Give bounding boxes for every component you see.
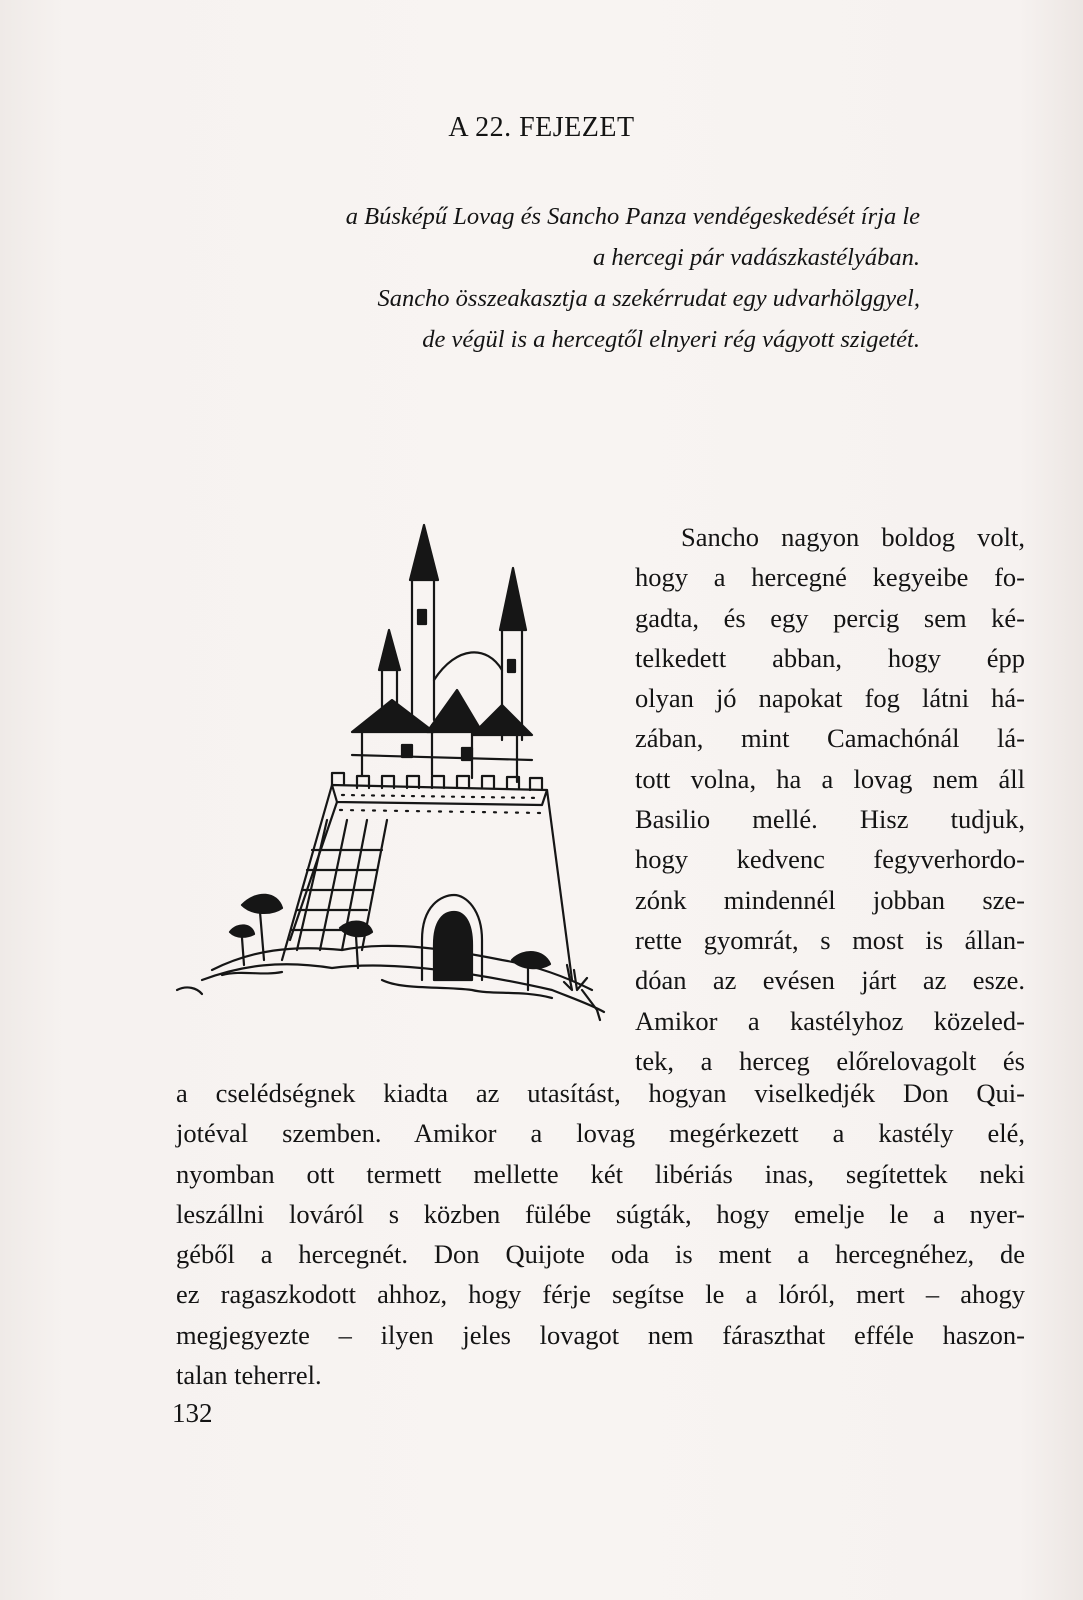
text-line: leszállni lováról s közben fülébe súgták, hogy emelje le a nyer- <box>176 1198 1025 1229</box>
text-line: nyomban ott termett mellette két libériás inas, segítettek neki <box>176 1158 1025 1189</box>
text-line: talan teherrel. <box>176 1360 322 1391</box>
text-line: telkedett abban, hogy épp <box>635 642 1025 673</box>
text-line: gadta, és egy percig sem ké- <box>635 602 1025 633</box>
text-line: olyan jó napokat fog látni há- <box>635 683 1025 714</box>
text-line: dóan az evésen járt az esze. <box>635 965 1025 996</box>
text-line: zónk mindennél jobban sze- <box>635 884 1025 915</box>
summary-line: a Búsképű Lovag és Sancho Panza vendégeskedését írja le <box>345 203 920 230</box>
text-line: hogy a hercegné kegyeibe fo- <box>635 562 1025 593</box>
text-line: tott volna, ha a lovag nem áll <box>635 763 1025 794</box>
text-line: rette gyomrát, s most is állan- <box>635 924 1025 955</box>
castle-illustration <box>172 520 618 1040</box>
text-line: Basilio mellé. Hisz tudjuk, <box>635 804 1025 835</box>
chapter-title: A 22. FEJEZET <box>448 112 635 143</box>
text-line: megjegyezte – ilyen jeles lovagot nem fáraszthat efféle haszon- <box>176 1319 1025 1350</box>
summary-line: Sancho összeakasztja a szekérrudat egy udvarhölggyel, <box>377 285 920 312</box>
summary-line: de végül is a hercegtől elnyeri rég vágyott szigetét. <box>422 326 920 353</box>
chapter-summary <box>220 196 920 360</box>
page-number: 132 <box>172 1398 213 1428</box>
text-line: Sancho nagyon boldog volt, <box>681 522 1025 552</box>
text-line: zában, mint Camachónál lá- <box>635 723 1025 754</box>
text-line: tek, a herceg előrelovagolt és <box>635 1045 1025 1076</box>
body-paragraph <box>176 1073 1025 1395</box>
text-line: ez ragaszkodott ahhoz, hogy férje segítse le a lóról, mert – ahogy <box>176 1279 1025 1310</box>
text-line: a cselédségnek kiadta az utasítást, hogyan viselkedjék Don Qui- <box>176 1078 1025 1108</box>
summary-line: a hercegi pár vadászkastélyában. <box>592 244 920 271</box>
text-line: jotéval szemben. Amikor a lovag megérkezett a kastély elé, <box>176 1118 1025 1149</box>
text-line: hogy kedvenc fegyverhordo- <box>635 844 1025 875</box>
wrapped-paragraph <box>635 517 1025 1081</box>
text-line: géből a hercegnét. Don Quijote oda is ment a hercegnéhez, de <box>176 1239 1025 1270</box>
text-line: Amikor a kastélyhoz közeled- <box>635 1005 1025 1036</box>
